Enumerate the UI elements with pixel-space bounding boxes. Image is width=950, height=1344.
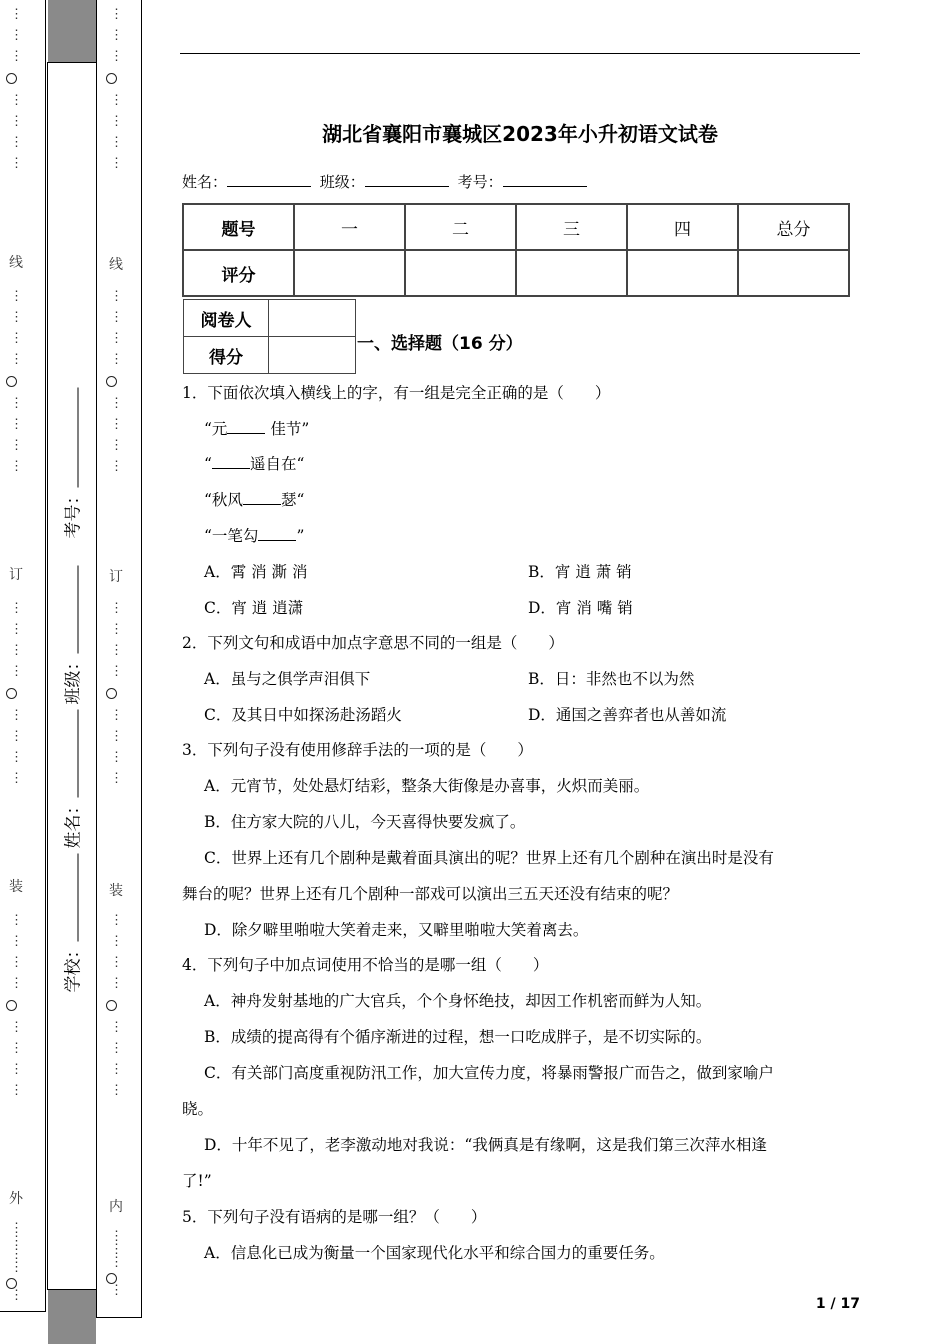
section-title: 一、选择题（16 分） [357,334,523,354]
binding-circle-icon [106,688,117,699]
q3-option-c-line2[interactable]: 舞台的呢？世界上还有几个剧种一部戏可以演出三五天还没有结束的呢？ [182,885,679,903]
name-blank[interactable] [227,172,311,187]
field-class[interactable]: 班级： [59,545,84,705]
fill-blank[interactable] [212,455,250,469]
binding-circle-icon [106,376,117,387]
inner-cut-marks-1: ⋮ ⋮ ⋮ ⋮ ⋮ ⋮ ⋮ [106,8,126,170]
q1-phrase-4: “一笔勾 ” [204,527,305,545]
question-1-stem: 1．下面依次填入横线上的字，有一组是完全正确的是（ ） [182,384,611,402]
q2-option-a[interactable]: A．虽与之俱学声泪俱下 [204,670,371,688]
fill-blank[interactable] [258,527,296,541]
outer-label-line: 线 [9,255,23,271]
q4-option-c-line1[interactable]: C．有关部门高度重视防汛工作，加大宣传力度，将暴雨警报广而告之，做到家喻户 [204,1064,774,1082]
header-cell-1: 一 [294,204,405,250]
exam-no-label: 考号： [457,173,503,191]
outer-cut-marks-4: ⋮ ⋮ ⋮ ⋮ ⋮ ⋮ ⋮ ⋮ [6,914,26,1097]
outer-cut-marks-1: ⋮ ⋮ ⋮ ⋮ ⋮ ⋮ ⋮ [6,8,26,170]
q1-phrase-2: “ 遥自在“ [204,455,305,473]
q1-option-a[interactable]: A．霄 消 澌 消 [204,563,308,581]
field-exam-number[interactable]: 考号： [59,379,84,539]
class-label: 班级： [319,173,365,191]
score-cell[interactable] [294,250,405,296]
header-cell-3: 三 [516,204,627,250]
binding-circle-icon [6,73,17,84]
q1-phrase-3: “秋风 瑟“ [204,491,305,509]
reviewer-score-label: 得分 [184,337,269,374]
field-name[interactable]: 姓名： [59,689,84,849]
q3-option-b[interactable]: B．住方家大院的八儿，今天喜得快要发疯了。 [204,813,526,831]
score-table-score-row [183,250,849,296]
inner-cut-marks-4: ⋮ ⋮ ⋮ ⋮ ⋮ ⋮ ⋮ ⋮ [106,914,126,1097]
q4-option-d-line2[interactable]: 了!” [182,1172,212,1190]
q1-option-b[interactable]: B．宵 逍 萧 销 [528,563,632,581]
question-2-stem: 2．下列文句和成语中加点字意思不同的一组是（ ） [182,634,564,652]
score-cell[interactable] [627,250,738,296]
outer-cut-marks-2: ⋮ ⋮ ⋮ ⋮ ⋮ ⋮ ⋮ ⋮ [6,290,26,473]
reviewer-score-cell[interactable] [269,337,356,374]
header-cell-question-no: 题号 [183,204,294,250]
q4-option-c-line2[interactable]: 晓。 [182,1100,214,1118]
name-label: 姓名： [182,173,228,191]
outer-cut-marks-3: ⋮ ⋮ ⋮ ⋮ ⋮ ⋮ ⋮ ⋮ [6,602,26,785]
outer-label-order: 订 [9,567,23,583]
q3-option-d[interactable]: D．除夕噼里啪啦大笑着走来，又噼里啪啦大笑着离去。 [204,921,589,939]
page-number: 1 / 17 [815,1296,860,1312]
binding-circle-icon [106,1000,117,1011]
q3-option-c-line1[interactable]: C．世界上还有几个剧种是戴着面具演出的呢？世界上还有几个剧种在演出时是没有 [204,849,774,867]
reviewer-cell[interactable] [269,300,356,337]
page-title: 湖北省襄阳市襄城区2023年小升初语文试卷 [322,122,718,146]
inner-cut-marks-3: ⋮ ⋮ ⋮ ⋮ ⋮ ⋮ ⋮ ⋮ [106,602,126,785]
outer-cut-marks-5: ⋮ ⋮ ⋮ ⋮ ⋮ [6,1222,26,1302]
binding-gray-block-bottom [48,1290,96,1344]
field-school[interactable]: 学校： [59,833,84,993]
score-table [182,203,850,297]
question-5-stem: 5．下列句子没有语病的是哪一组？（ ） [182,1208,487,1226]
inner-cut-marks-5: ⋮ ⋮ ⋮ ⋮ [106,1230,126,1297]
score-cell[interactable] [738,250,849,296]
student-info-line [182,171,591,192]
reviewer-table [183,299,356,374]
reviewer-label: 阅卷人 [184,300,269,337]
q2-option-d[interactable]: D．通国之善弈者也从善如流 [528,706,727,724]
q2-option-b[interactable]: B．日：非然也不以为然 [528,670,695,688]
inner-label-order: 订 [109,569,123,585]
fill-blank[interactable] [227,420,265,434]
inner-cut-marks-2: ⋮ ⋮ ⋮ ⋮ ⋮ ⋮ ⋮ ⋮ [106,290,126,473]
q5-option-a[interactable]: A．信息化已成为衡量一个国家现代化水平和综合国力的重要任务。 [204,1244,665,1262]
score-row-label: 评分 [183,250,294,296]
q1-phrase-1: “元 佳节” [204,420,310,438]
q4-option-d-line1[interactable]: D．十年不见了，老李激动地对我说：“我俩真是有缘啊，这是我们第三次萍水相逢 [204,1136,767,1154]
outer-label-bind: 装 [9,879,23,895]
q4-option-a[interactable]: A．神舟发射基地的广大官兵，个个身怀绝技，却因工作机密而鲜为人知。 [204,992,712,1010]
binding-circle-icon [6,376,17,387]
binding-gray-block-top [48,0,96,62]
q3-option-a[interactable]: A．元宵节，处处悬灯结彩，整条大街像是办喜事，火炽而美丽。 [204,777,650,795]
header-rule [180,53,860,54]
class-blank[interactable] [365,172,449,187]
score-cell[interactable] [405,250,516,296]
inner-label-inside: 内 [109,1199,123,1215]
question-3-stem: 3．下列句子没有使用修辞手法的一项的是（ ） [182,741,533,759]
q1-option-c[interactable]: C．宵 逍 逍潇 [204,599,304,617]
header-cell-total: 总分 [738,204,849,250]
q4-option-b[interactable]: B．成绩的提高得有个循序渐进的过程，想一口吃成胖子，是不切实际的。 [204,1028,712,1046]
exam-no-blank[interactable] [503,172,587,187]
q2-option-c[interactable]: C．及其日中如探汤赴汤蹈火 [204,706,402,724]
header-cell-4: 四 [627,204,738,250]
binding-circle-icon [106,73,117,84]
q1-option-d[interactable]: D．宵 消 嘴 销 [528,599,633,617]
inner-label-line: 线 [109,257,123,273]
binding-circle-icon [6,1000,17,1011]
header-cell-2: 二 [405,204,516,250]
inner-label-bind: 装 [109,883,123,899]
binding-circle-icon [6,688,17,699]
score-table-header-row [183,204,849,250]
outer-label-outside: 外 [9,1191,23,1207]
fill-blank[interactable] [243,491,281,505]
score-cell[interactable] [516,250,627,296]
question-4-stem: 4．下列句子中加点词使用不恰当的是哪一组（ ） [182,956,549,974]
